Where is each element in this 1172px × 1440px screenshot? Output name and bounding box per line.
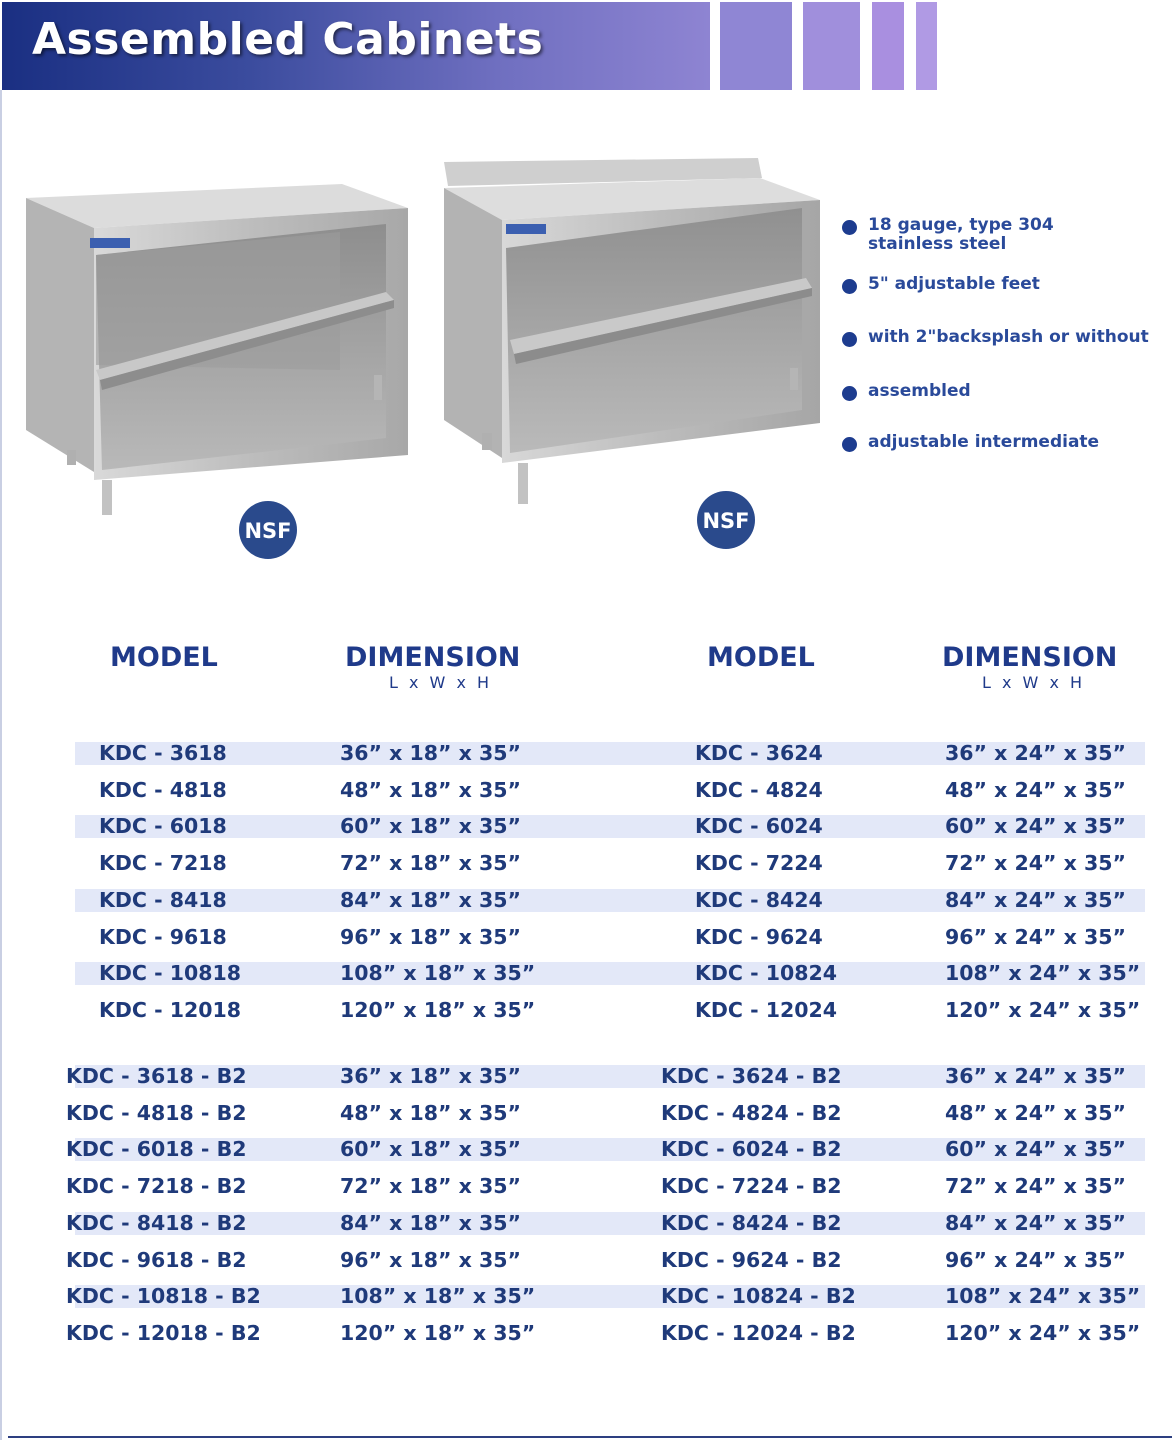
model-cell: KDC - 9624 xyxy=(695,924,823,949)
model-cell: KDC - 3618 - B2 xyxy=(66,1064,247,1088)
nsf-logo-right xyxy=(694,490,758,550)
header-dimension-right: DIMENSION xyxy=(942,642,1118,673)
dimension-cell: 36” x 18” x 35” xyxy=(340,741,521,765)
dimension-cell: 96” x 24” x 35” xyxy=(945,1247,1126,1272)
cabinet-image-with-backsplash xyxy=(440,158,825,508)
model-cell: KDC - 3618 xyxy=(99,741,227,765)
left-rule xyxy=(0,90,2,1440)
model-cell: KDC - 3624 xyxy=(695,741,823,765)
dimension-cell: 96” x 24” x 35” xyxy=(945,924,1126,949)
model-cell: KDC - 3624 - B2 xyxy=(661,1064,842,1088)
model-cell: KDC - 6024 - B2 xyxy=(661,1137,842,1162)
model-cell: KDC - 7218 xyxy=(99,851,227,876)
model-cell: KDC - 12024 - B2 xyxy=(661,1320,856,1345)
model-cell: KDC - 10818 - B2 xyxy=(66,1284,261,1309)
model-cell: KDC - 6024 xyxy=(695,814,823,839)
model-cell: KDC - 4824 xyxy=(695,777,823,802)
header-dimension-left: DIMENSION xyxy=(345,642,521,673)
dimension-cell: 72” x 24” x 35” xyxy=(945,1174,1126,1199)
dimension-cell: 60” x 18” x 35” xyxy=(340,1137,521,1162)
dimension-cell: 84” x 18” x 35” xyxy=(340,887,521,912)
dimension-cell: 108” x 24” x 35” xyxy=(945,1284,1141,1309)
page-header xyxy=(0,0,1172,92)
header-dimension-sub-right: L x W x H xyxy=(982,673,1086,692)
bullet-icon xyxy=(842,437,857,452)
bottom-rule xyxy=(8,1436,1172,1438)
nsf-text-right: NSF xyxy=(702,509,750,533)
dimension-cell: 48” x 24” x 35” xyxy=(945,1100,1126,1125)
dimension-cell: 72” x 18” x 35” xyxy=(340,1174,521,1199)
feature-text: 18 gauge, type 304 stainless steel xyxy=(868,215,1054,254)
dimension-cell: 96” x 18” x 35” xyxy=(340,1247,521,1272)
dimension-cell: 48” x 24” x 35” xyxy=(945,777,1126,802)
model-cell: KDC - 10818 xyxy=(99,961,242,986)
feature-item xyxy=(842,433,1099,452)
bullet-icon xyxy=(842,279,857,294)
model-cell: KDC - 8418 xyxy=(99,887,227,912)
dimension-cell: 84” x 24” x 35” xyxy=(945,1210,1126,1235)
header-dimension-sub-left: L x W x H xyxy=(389,673,493,692)
dimension-cell: 60” x 24” x 35” xyxy=(945,814,1126,839)
feature-text: with 2"backsplash or without xyxy=(868,327,1149,347)
model-cell: KDC - 7224 - B2 xyxy=(661,1174,842,1199)
model-cell: KDC - 7224 xyxy=(695,851,823,876)
dimension-cell: 120” x 24” x 35” xyxy=(945,997,1141,1022)
model-cell: KDC - 6018 xyxy=(99,814,227,839)
bullet-icon xyxy=(842,386,857,401)
dimension-cell: 48” x 18” x 35” xyxy=(340,1100,521,1125)
dimension-cell: 72” x 24” x 35” xyxy=(945,851,1126,876)
dimension-cell: 120” x 18” x 35” xyxy=(340,1320,536,1345)
dimension-cell: 48” x 18” x 35” xyxy=(340,777,521,802)
model-cell: KDC - 9624 - B2 xyxy=(661,1247,842,1272)
nsf-text-left: NSF xyxy=(244,519,292,543)
feature-text: adjustable intermediate xyxy=(868,432,1100,452)
dimension-cell: 120” x 18” x 35” xyxy=(340,997,536,1022)
dimension-cell: 36” x 24” x 35” xyxy=(945,741,1126,765)
nsf-logo-left xyxy=(236,500,300,560)
model-cell: KDC - 8424 xyxy=(695,887,823,912)
feature-item xyxy=(842,216,1054,254)
bullet-icon xyxy=(842,332,857,347)
dimension-cell: 60” x 18” x 35” xyxy=(340,814,521,839)
dimension-cell: 120” x 24” x 35” xyxy=(945,1320,1141,1345)
feature-item xyxy=(842,328,1149,347)
dimension-cell: 60” x 24” x 35” xyxy=(945,1137,1126,1162)
model-cell: KDC - 4818 - B2 xyxy=(66,1100,247,1125)
page-title: Assembled Cabinets xyxy=(32,14,544,65)
model-cell: KDC - 12024 xyxy=(695,997,838,1022)
model-cell: KDC - 4818 xyxy=(99,777,227,802)
model-cell: KDC - 8418 - B2 xyxy=(66,1210,247,1235)
model-cell: KDC - 12018 - B2 xyxy=(66,1320,261,1345)
model-cell: KDC - 9618 - B2 xyxy=(66,1247,247,1272)
header-model-left: MODEL xyxy=(110,642,218,673)
header-stripe-3 xyxy=(872,2,904,90)
model-cell: KDC - 9618 xyxy=(99,924,227,949)
header-model-right: MODEL xyxy=(707,642,815,673)
feature-item xyxy=(842,382,971,401)
dimension-cell: 36” x 18” x 35” xyxy=(340,1064,521,1088)
model-cell: KDC - 10824 - B2 xyxy=(661,1284,856,1309)
model-cell: KDC - 8424 - B2 xyxy=(661,1210,842,1235)
dimension-cell: 84” x 24” x 35” xyxy=(945,887,1126,912)
dimension-cell: 108” x 18” x 35” xyxy=(340,1284,536,1309)
feature-item xyxy=(842,275,1040,294)
cabinet-image-no-backsplash xyxy=(24,180,414,525)
model-cell: KDC - 10824 xyxy=(695,961,838,986)
model-cell: KDC - 4824 - B2 xyxy=(661,1100,842,1125)
dimension-cell: 96” x 18” x 35” xyxy=(340,924,521,949)
dimension-cell: 108” x 24” x 35” xyxy=(945,961,1141,986)
dimension-cell: 108” x 18” x 35” xyxy=(340,961,536,986)
bullet-icon xyxy=(842,220,857,235)
dimension-cell: 84” x 18” x 35” xyxy=(340,1210,521,1235)
header-stripe-2 xyxy=(803,2,860,90)
model-cell: KDC - 12018 xyxy=(99,997,242,1022)
model-cell: KDC - 6018 - B2 xyxy=(66,1137,247,1162)
feature-text: 5" adjustable feet xyxy=(868,274,1040,294)
dimension-cell: 72” x 18” x 35” xyxy=(340,851,521,876)
model-cell: KDC - 7218 - B2 xyxy=(66,1174,247,1199)
header-stripe-1 xyxy=(720,2,792,90)
dimension-cell: 36” x 24” x 35” xyxy=(945,1064,1126,1088)
header-stripe-4 xyxy=(916,2,937,90)
feature-text: assembled xyxy=(868,381,971,401)
